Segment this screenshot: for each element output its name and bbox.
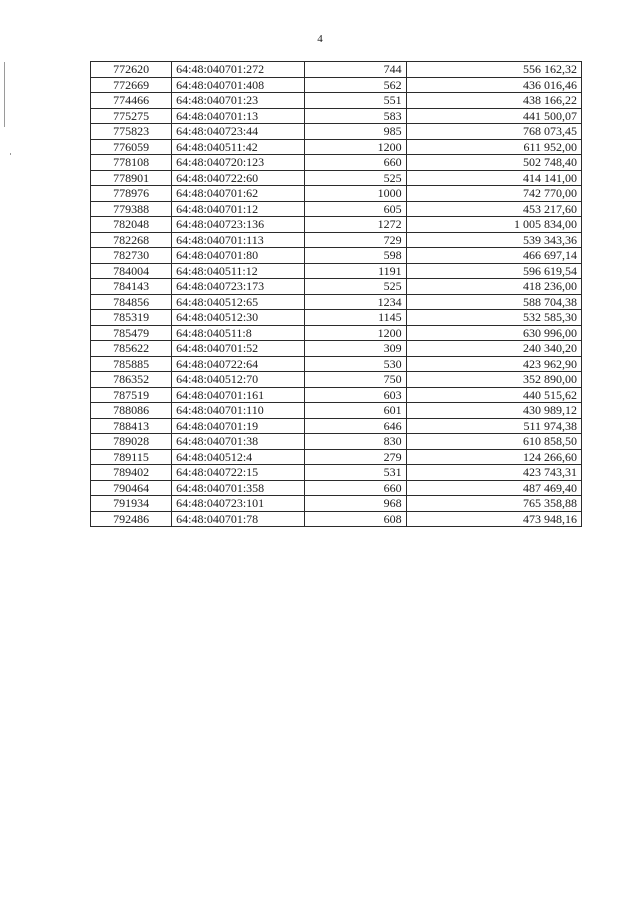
table-row [91, 356, 582, 372]
cadastral-number-cell: 64:48:040720:123 [172, 155, 305, 171]
area-cell: 985 [305, 124, 406, 140]
area-cell: 660 [305, 480, 406, 496]
cadastral-number-cell: 64:48:040511:8 [172, 325, 305, 341]
record-id-cell: 789028 [91, 434, 172, 450]
cadastral-number-cell: 64:48:040701:110 [172, 403, 305, 419]
record-id-cell: 788086 [91, 403, 172, 419]
area-cell: 1272 [305, 217, 406, 233]
cadastral-value-cell: 742 770,00 [406, 186, 581, 202]
cadastral-number-cell: 64:48:040701:80 [172, 248, 305, 264]
record-id-cell: 784143 [91, 279, 172, 295]
table-row [91, 279, 582, 295]
area-cell: 598 [305, 248, 406, 264]
area-cell: 601 [305, 403, 406, 419]
table-row [91, 449, 582, 465]
area-cell: 608 [305, 511, 406, 527]
table-row [91, 387, 582, 403]
cadastral-value-cell: 453 217,60 [406, 201, 581, 217]
cadastral-value-cell: 539 343,36 [406, 232, 581, 248]
cadastral-value-cell: 440 515,62 [406, 387, 581, 403]
cadastral-value-cell: 611 952,00 [406, 139, 581, 155]
table-row [91, 403, 582, 419]
table-row [91, 155, 582, 171]
cadastral-number-cell: 64:48:040701:62 [172, 186, 305, 202]
table-row [91, 465, 582, 481]
area-cell: 525 [305, 279, 406, 295]
cadastral-number-cell: 64:48:040701:19 [172, 418, 305, 434]
area-cell: 660 [305, 155, 406, 171]
record-id-cell: 784856 [91, 294, 172, 310]
record-id-cell: 775275 [91, 108, 172, 124]
cadastral-number-cell: 64:48:040723:44 [172, 124, 305, 140]
cadastral-number-cell: 64:48:040701:38 [172, 434, 305, 450]
area-cell: 1000 [305, 186, 406, 202]
land-plot-table [90, 61, 582, 527]
table-row [91, 248, 582, 264]
cadastral-value-cell: 556 162,32 [406, 62, 581, 78]
table-row [91, 93, 582, 109]
cadastral-number-cell: 64:48:040723:136 [172, 217, 305, 233]
table-row [91, 77, 582, 93]
cadastral-number-cell: 64:48:040701:78 [172, 511, 305, 527]
record-id-cell: 782268 [91, 232, 172, 248]
record-id-cell: 785479 [91, 325, 172, 341]
table-row [91, 496, 582, 512]
cadastral-value-cell: 352 890,00 [406, 372, 581, 388]
cadastral-value-cell: 430 989,12 [406, 403, 581, 419]
page-number: 4 [317, 33, 323, 45]
cadastral-value-cell: 423 962,90 [406, 356, 581, 372]
cadastral-number-cell: 64:48:040701:23 [172, 93, 305, 109]
table-row [91, 124, 582, 140]
cadastral-number-cell: 64:48:040512:4 [172, 449, 305, 465]
cadastral-number-cell: 64:48:040512:65 [172, 294, 305, 310]
area-cell: 531 [305, 465, 406, 481]
record-id-cell: 778108 [91, 155, 172, 171]
scan-margin-line [4, 62, 5, 127]
cadastral-value-cell: 630 996,00 [406, 325, 581, 341]
cadastral-number-cell: 64:48:040722:15 [172, 465, 305, 481]
table-row [91, 232, 582, 248]
cadastral-value-cell: 502 748,40 [406, 155, 581, 171]
area-cell: 603 [305, 387, 406, 403]
land-plot-table-body [91, 62, 582, 527]
table-row [91, 186, 582, 202]
cadastral-value-cell: 466 697,14 [406, 248, 581, 264]
cadastral-number-cell: 64:48:040723:101 [172, 496, 305, 512]
record-id-cell: 772669 [91, 77, 172, 93]
cadastral-value-cell: 436 016,46 [406, 77, 581, 93]
record-id-cell: 792486 [91, 511, 172, 527]
area-cell: 562 [305, 77, 406, 93]
cadastral-value-cell: 438 166,22 [406, 93, 581, 109]
cadastral-value-cell: 1 005 834,00 [406, 217, 581, 233]
cadastral-value-cell: 124 266,60 [406, 449, 581, 465]
record-id-cell: 776059 [91, 139, 172, 155]
cadastral-value-cell: 418 236,00 [406, 279, 581, 295]
table-row [91, 170, 582, 186]
record-id-cell: 779388 [91, 201, 172, 217]
cadastral-number-cell: 64:48:040722:64 [172, 356, 305, 372]
area-cell: 1234 [305, 294, 406, 310]
table-row [91, 341, 582, 357]
table-row [91, 201, 582, 217]
table-row [91, 372, 582, 388]
table-row [91, 325, 582, 341]
cadastral-number-cell: 64:48:040701:358 [172, 480, 305, 496]
cadastral-number-cell: 64:48:040511:42 [172, 139, 305, 155]
cadastral-number-cell: 64:48:040701:12 [172, 201, 305, 217]
area-cell: 968 [305, 496, 406, 512]
cadastral-number-cell: 64:48:040511:12 [172, 263, 305, 279]
record-id-cell: 775823 [91, 124, 172, 140]
table-row [91, 418, 582, 434]
cadastral-value-cell: 532 585,30 [406, 310, 581, 326]
cadastral-number-cell: 64:48:040701:408 [172, 77, 305, 93]
area-cell: 750 [305, 372, 406, 388]
cadastral-value-cell: 423 743,31 [406, 465, 581, 481]
cadastral-number-cell: 64:48:040701:52 [172, 341, 305, 357]
area-cell: 729 [305, 232, 406, 248]
cadastral-value-cell: 487 469,40 [406, 480, 581, 496]
cadastral-value-cell: 473 948,16 [406, 511, 581, 527]
record-id-cell: 789402 [91, 465, 172, 481]
table-row [91, 108, 582, 124]
cadastral-number-cell: 64:48:040723:173 [172, 279, 305, 295]
record-id-cell: 782730 [91, 248, 172, 264]
record-id-cell: 791934 [91, 496, 172, 512]
cadastral-number-cell: 64:48:040722:60 [172, 170, 305, 186]
record-id-cell: 782048 [91, 217, 172, 233]
cadastral-value-cell: 441 500,07 [406, 108, 581, 124]
table-row [91, 294, 582, 310]
area-cell: 525 [305, 170, 406, 186]
scan-margin-mark [10, 153, 11, 155]
record-id-cell: 785622 [91, 341, 172, 357]
area-cell: 309 [305, 341, 406, 357]
area-cell: 279 [305, 449, 406, 465]
record-id-cell: 778976 [91, 186, 172, 202]
table-row [91, 511, 582, 527]
cadastral-value-cell: 240 340,20 [406, 341, 581, 357]
cadastral-value-cell: 765 358,88 [406, 496, 581, 512]
area-cell: 583 [305, 108, 406, 124]
cadastral-number-cell: 64:48:040701:272 [172, 62, 305, 78]
area-cell: 646 [305, 418, 406, 434]
record-id-cell: 784004 [91, 263, 172, 279]
area-cell: 1200 [305, 139, 406, 155]
cadastral-value-cell: 414 141,00 [406, 170, 581, 186]
record-id-cell: 789115 [91, 449, 172, 465]
record-id-cell: 772620 [91, 62, 172, 78]
record-id-cell: 785885 [91, 356, 172, 372]
area-cell: 551 [305, 93, 406, 109]
cadastral-number-cell: 64:48:040701:13 [172, 108, 305, 124]
table-row [91, 263, 582, 279]
area-cell: 1200 [305, 325, 406, 341]
record-id-cell: 786352 [91, 372, 172, 388]
record-id-cell: 785319 [91, 310, 172, 326]
table-row [91, 217, 582, 233]
record-id-cell: 778901 [91, 170, 172, 186]
cadastral-value-cell: 511 974,38 [406, 418, 581, 434]
table-row [91, 310, 582, 326]
table-row [91, 139, 582, 155]
area-cell: 744 [305, 62, 406, 78]
area-cell: 1145 [305, 310, 406, 326]
area-cell: 830 [305, 434, 406, 450]
cadastral-value-cell: 768 073,45 [406, 124, 581, 140]
cadastral-value-cell: 588 704,38 [406, 294, 581, 310]
record-id-cell: 787519 [91, 387, 172, 403]
record-id-cell: 790464 [91, 480, 172, 496]
area-cell: 1191 [305, 263, 406, 279]
cadastral-number-cell: 64:48:040512:30 [172, 310, 305, 326]
cadastral-number-cell: 64:48:040512:70 [172, 372, 305, 388]
area-cell: 605 [305, 201, 406, 217]
cadastral-value-cell: 596 619,54 [406, 263, 581, 279]
table-row [91, 480, 582, 496]
table-row [91, 434, 582, 450]
table-row [91, 62, 582, 78]
cadastral-number-cell: 64:48:040701:161 [172, 387, 305, 403]
cadastral-value-cell: 610 858,50 [406, 434, 581, 450]
area-cell: 530 [305, 356, 406, 372]
record-id-cell: 774466 [91, 93, 172, 109]
record-id-cell: 788413 [91, 418, 172, 434]
cadastral-number-cell: 64:48:040701:113 [172, 232, 305, 248]
